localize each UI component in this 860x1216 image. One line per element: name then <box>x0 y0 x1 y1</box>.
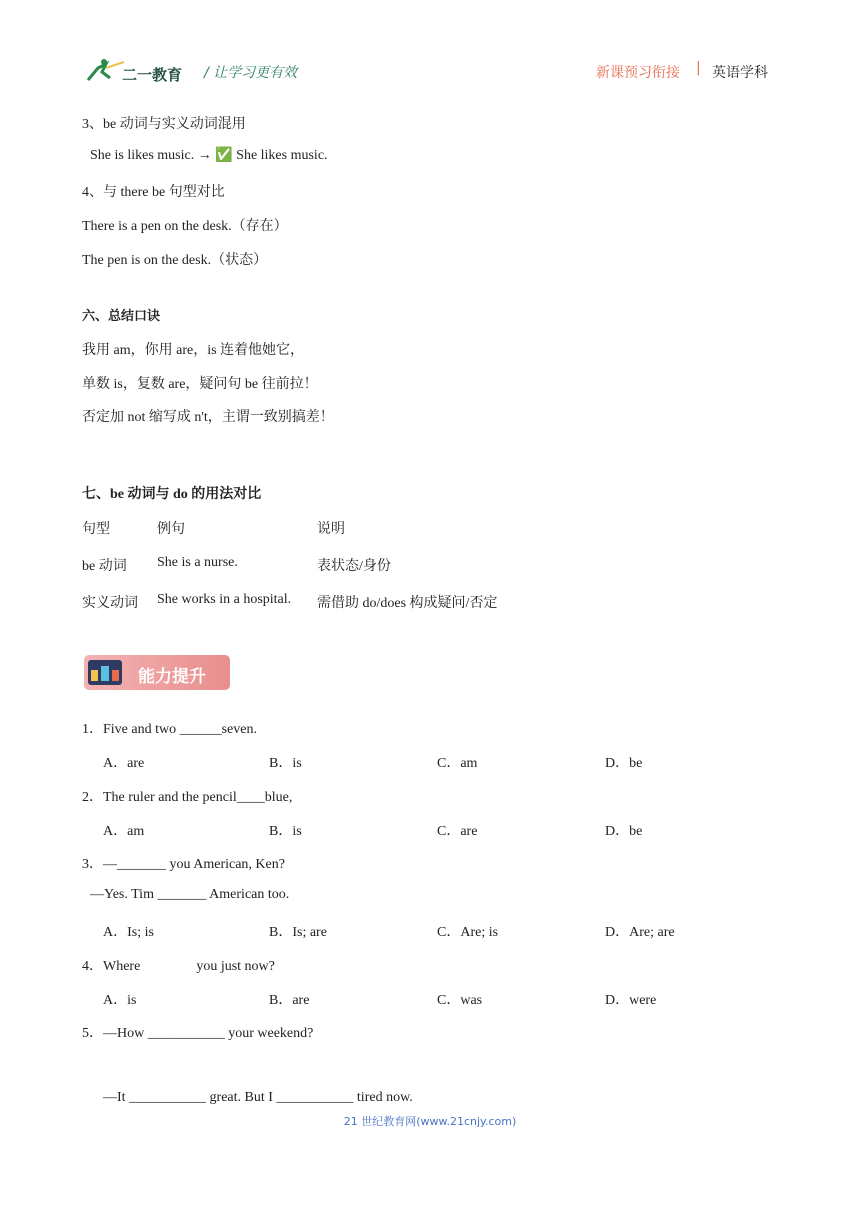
ability-section-badge <box>84 655 230 690</box>
q4-option-b[interactable]: B．are <box>269 993 310 1008</box>
page-footer: 21 世纪教育网(www.21cnjy.com) <box>343 1115 517 1128</box>
header-subject: 英语学科 <box>712 65 768 81</box>
question-2-stem: 2．The ruler and the pencil____blue, <box>82 790 293 805</box>
rhyme-line-3: 否定加 not 缩写成 n't，主谓一致别搞差！ <box>82 410 334 425</box>
mistake-4-title: 4、与 there be 句型对比 <box>82 185 225 200</box>
mistake-4-example-1: There is a pen on the desk.（存在） <box>82 219 288 234</box>
q1-option-b[interactable]: B．is <box>269 756 302 771</box>
q4-option-d[interactable]: D．were <box>605 993 657 1008</box>
question-1-stem: 1．Five and two ______seven. <box>82 722 257 737</box>
q2-option-a[interactable]: A．am <box>103 824 145 839</box>
question-5-stem-reply: —It ___________ great. But I ___________ tired now. <box>103 1090 413 1105</box>
q1-option-a[interactable]: A．are <box>103 756 145 771</box>
table-cell: 需借助 do/does 构成疑问/否定 <box>317 596 498 611</box>
q3-option-d[interactable]: D．Are; are <box>605 925 675 940</box>
q4-option-a[interactable]: A．is <box>103 993 137 1008</box>
q4-stem-post: you just now? <box>196 959 275 974</box>
table-header-note: 说明 <box>317 522 345 537</box>
q3-option-c[interactable]: C．Are; is <box>437 925 499 940</box>
q3-option-a[interactable]: A．Is; is <box>103 925 154 940</box>
q1-option-c[interactable]: C．am <box>437 756 478 771</box>
q2-option-b[interactable]: B．is <box>269 824 302 839</box>
badge-label: 能力提升 <box>138 667 206 687</box>
slogan: / 让学习更有效 <box>204 65 298 81</box>
section-7-title: 七、be 动词与 do 的用法对比 <box>82 487 262 502</box>
header-course-label: 新课预习衔接 <box>596 65 680 81</box>
mistake-3-example: She is likes music. → ✅ She likes music. <box>90 148 328 163</box>
table-header-example: 例句 <box>157 522 185 537</box>
table-cell: She is a nurse. <box>157 555 238 570</box>
question-4-stem <box>82 955 275 975</box>
question-5-stem: 5．—How ___________ your weekend? <box>82 1026 314 1041</box>
q1-option-d[interactable]: D．be <box>605 756 643 771</box>
table-cell: 表状态/身份 <box>317 559 391 574</box>
rhyme-line-1: 我用 am，你用 are，is 连着他她它， <box>82 343 305 358</box>
table-cell: be 动词 <box>82 559 127 574</box>
brand-logo <box>84 58 188 88</box>
mistake-4-example-2: The pen is on the desk.（状态） <box>82 253 268 268</box>
logo-text: 二一教育 <box>122 66 183 84</box>
q4-blank <box>140 959 196 974</box>
q2-option-d[interactable]: D．be <box>605 824 643 839</box>
rhyme-line-2: 单数 is，复数 are，疑问句 be 往前拉！ <box>82 377 318 392</box>
mistake-3-title: 3、be 动词与实义动词混用 <box>82 117 246 132</box>
section-6-title: 六、总结口诀 <box>82 309 161 324</box>
table-cell: 实义动词 <box>82 596 138 611</box>
q2-option-c[interactable]: C．are <box>437 824 478 839</box>
q3-option-b[interactable]: B．Is; are <box>269 925 327 940</box>
q4-stem-pre: 4．Where <box>82 959 141 974</box>
people-icon <box>88 660 122 685</box>
table-cell: She works in a hospital. <box>157 592 292 607</box>
question-3-stem-reply: —Yes. Tim _______ American too. <box>90 887 290 902</box>
q4-option-c[interactable]: C．was <box>437 993 483 1008</box>
question-3-stem: 3．—_______ you American, Ken? <box>82 857 285 872</box>
table-header-type: 句型 <box>82 522 110 537</box>
header-separator: | <box>696 60 701 76</box>
